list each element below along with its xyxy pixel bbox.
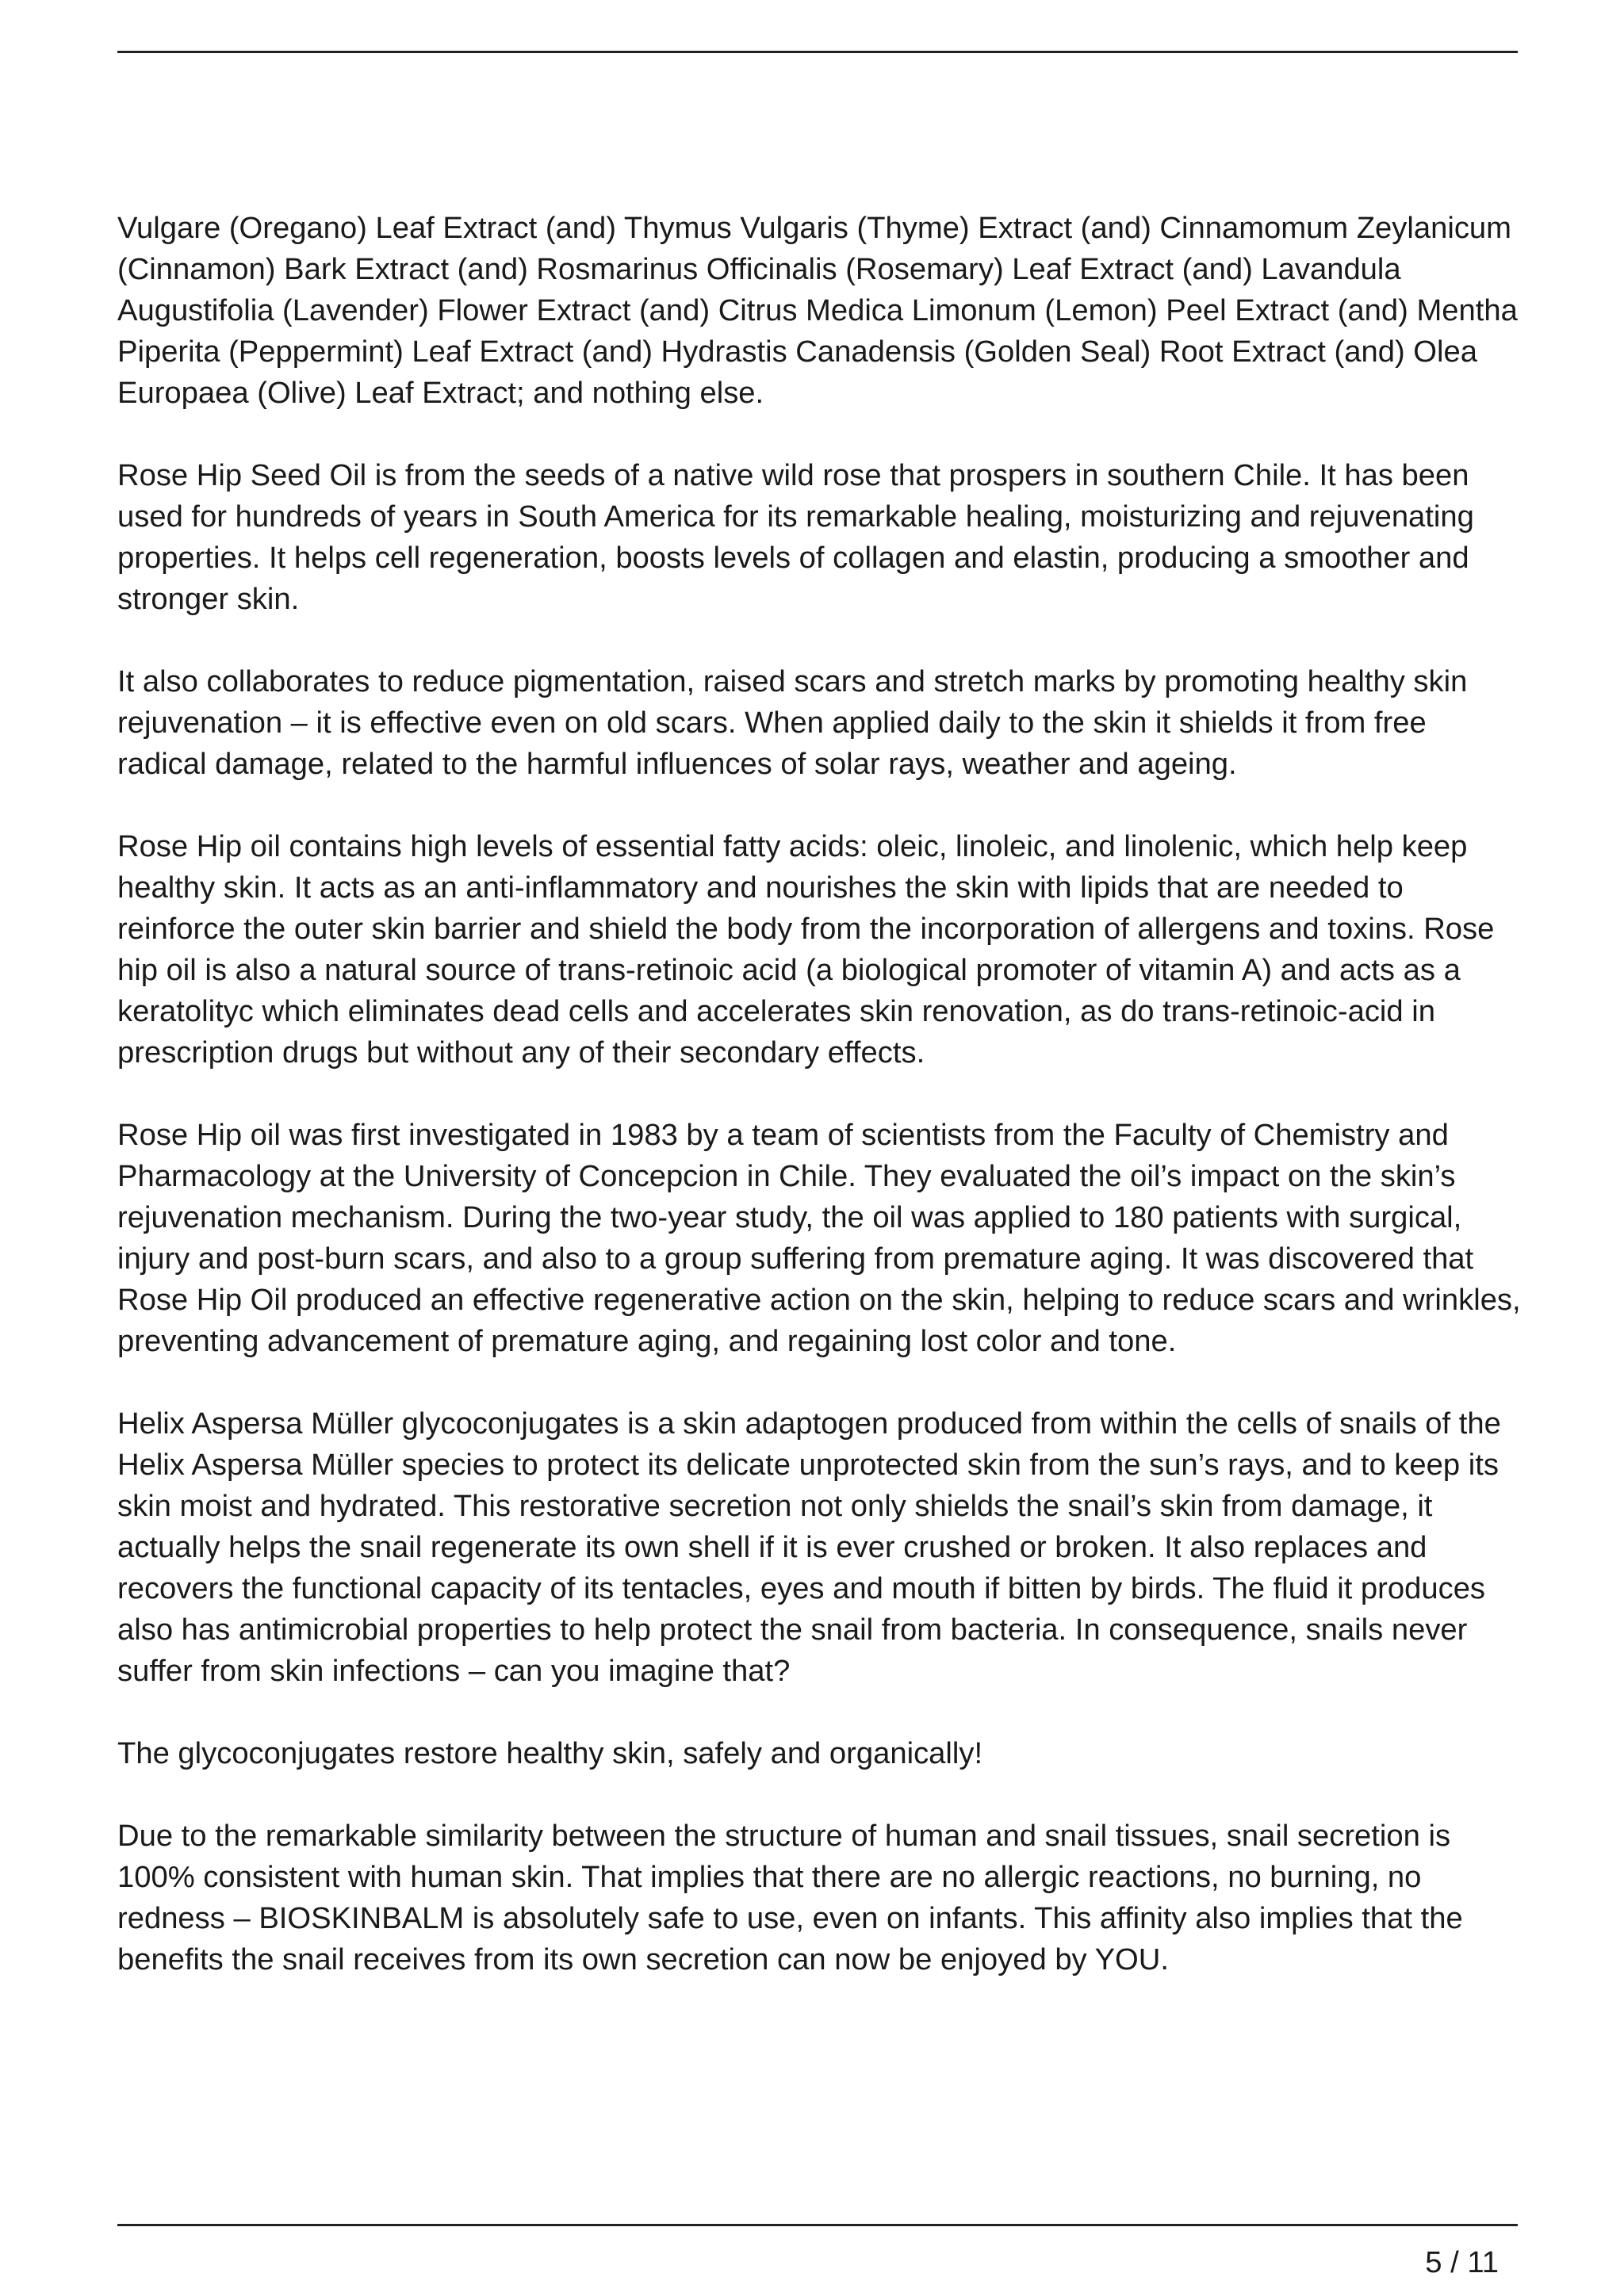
header-divider — [117, 51, 1518, 53]
paragraph-glycoconjugates: The glycoconjugates restore healthy skin, safely and organically! — [117, 1736, 983, 1770]
paragraph-rose-hip-origin: Rose Hip Seed Oil is from the seeds of a native wild rose that prospers in southern Chile. It has been used for hundreds of years in South America for its remarkable healing, moisturizing and rejuvenating properties. It helps cell regeneration, boosts levels of collagen and elastin, producing a smoother and stronger skin. — [117, 458, 1474, 616]
paragraph-snail-similarity: Due to the remarkable similarity between the structure of human and snail tissues, snail secretion is 100% consistent with human skin. That implies that there are no allergic reactions, no burning, no redness – BIOSKINBALM is absolutely safe to use, even on infants. This affinity also implies that the benefits the snail receives from its own secretion can now be enjoyed by YOU. — [117, 1819, 1463, 1976]
paragraph-rose-hip-study: Rose Hip oil was first investigated in 1983 by a team of scientists from the Faculty of Chemistry and Pharmacology at the University of Concepcion in Chile. They evaluated the oil’s impact on the skin’s rejuvenation mechanism. During the two-year study, the oil was applied to 180 patients with surgical, injury and post-burn scars, and also to a group suffering from premature aging. It was discovered that Rose Hip Oil produced an effective regenerative action on the skin, helping to reduce scars and wrinkles, preventing advancement of premature aging, and regaining lost color and tone. — [117, 1118, 1521, 1358]
footer-divider — [117, 2224, 1518, 2226]
page-number: 5 / 11 — [1425, 2245, 1499, 2279]
document-body — [117, 208, 1521, 1980]
paragraph-rose-hip-fatty-acids: Rose Hip oil contains high levels of essential fatty acids: oleic, linoleic, and linolenic, which help keep healthy skin. It acts as an anti-inflammatory and nourishes the skin with lipids that are needed to reinforce the outer skin barrier and shield the body from the incorporation of allergens and toxins. Rose hip oil is also a natural source of trans-retinoic acid (a biological promoter of vitamin A) and acts as a keratolityc which eliminates dead cells and accelerates skin renovation, as do trans-retinoic-acid in prescription drugs but without any of their secondary effects. — [117, 829, 1495, 1070]
paragraph-rose-hip-scars: It also collaborates to reduce pigmentation, raised scars and stretch marks by promoting healthy skin rejuvenation – it is effective even on old scars. When applied daily to the skin it shields it from free radical damage, related to the harmful influences of solar rays, weather and ageing. — [117, 664, 1468, 781]
paragraph-ingredients-continued: Vulgare (Oregano) Leaf Extract (and) Thymus Vulgaris (Thyme) Extract (and) Cinnamomum Zeylanicum (Cinnamon) Bark Extract (and) Rosmarinus Officinalis (Rosemary) Leaf Extract (and) Lavandula Augustifolia (Lavender) Flower Extract (and) Citrus Medica Limonum (Lemon) Peel Extract (and) Mentha Piperita (Peppermint) Leaf Extract (and) Hydrastis Canadensis (Golden Seal) Root Extract (and) Olea Europaea (Olive) Leaf Extract; and nothing else. — [117, 211, 1518, 410]
paragraph-helix-aspersa: Helix Aspersa Müller glycoconjugates is a skin adaptogen produced from within the cells of snails of the Helix Aspersa Müller species to protect its delicate unprotected skin from the sun’s rays, and to keep its skin moist and hydrated. This restorative secretion not only shields the snail’s skin from damage, it actually helps the snail regenerate its own shell if it is ever crushed or broken. It also replaces and recovers the functional capacity of its tentacles, eyes and mouth if bitten by birds. The fluid it produces also has antimicrobial properties to help protect the snail from bacteria. In consequence, snails never suffer from skin infections – can you imagine that? — [117, 1406, 1501, 1688]
